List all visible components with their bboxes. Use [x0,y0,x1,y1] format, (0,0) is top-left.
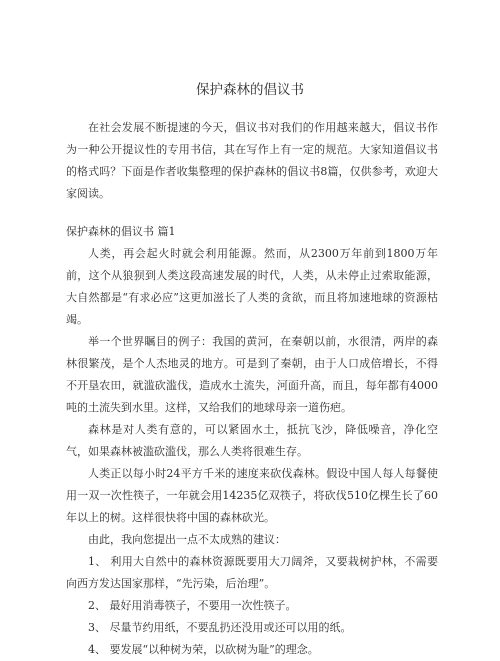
body-paragraph: 人类，再会起火时就会利用能源。然而，从2300万年前到1800万年前，这个从狼狈到人类这段高速发展的时代，人类，从未停止过索取能源，大自然都是“有求必应”这更加滋长了人类的贪欲，而且将加速地球的资源枯竭。 [66,247,438,326]
intro-paragraph: 在社会发展不断提速的今天，倡议书对我们的作用越来越大，倡议书作为一种公开提议性的专用书信，其在写作上有一定的规范。大家知道倡议书的格式吗？下面是作者收集整理的保护森林的倡议书8篇，仅供参考，欢迎大家阅读。 [66,121,438,200]
body-paragraph: 森林是对人类有意的，可以紧固水土，抵抗飞沙，降低噪音，净化空气，如果森林被滥砍滥伐，那么人类将很难生存。 [66,423,438,458]
body-paragraph: 由此，我向您提出一点不太成熟的建议： [88,533,286,546]
document-title: 保护森林的倡议书 [196,82,304,98]
section-title: 保护森林的倡议书 篇1 [66,225,176,238]
document-body [66,117,438,661]
body-paragraph: 举一个世界瞩目的例子：我国的黄河，在秦朝以前，水很清，两岸的森林很繁茂，是个人杰地灵的地方。可是到了秦朝，由于人口成倍增长，不得不开垦农田，就滥砍滥伐，造成水土流失，河面升高，而且，每年都有4000吨的土流失到水里。这样，又给我们的地球母亲一道伤疤。 [66,335,438,414]
suggestion-item: 4、 要发展“以种树为荣，以砍树为耻”的理念。 [88,643,319,656]
suggestion-item: 1、 利用大自然中的森林资源既要用大刀阔斧，又要栽树护林，不需要向西方发达国家那样，“先污染，后治理”。 [66,555,438,590]
suggestion-item: 3、 尽量节约用纸，不要乱扔还没用或还可以用的纸。 [88,621,352,634]
body-paragraph: 人类正以每小时24平方千米的速度来砍伐森林。假设中国人每人每餐使用一双一次性筷子，一年就会用14235亿双筷子，将砍伐510亿棵生长了60年以上的树。这样很快将中国的森林砍光。 [66,467,438,524]
suggestion-item: 2、 最好用消毒筷子，不要用一次性筷子。 [88,599,297,612]
